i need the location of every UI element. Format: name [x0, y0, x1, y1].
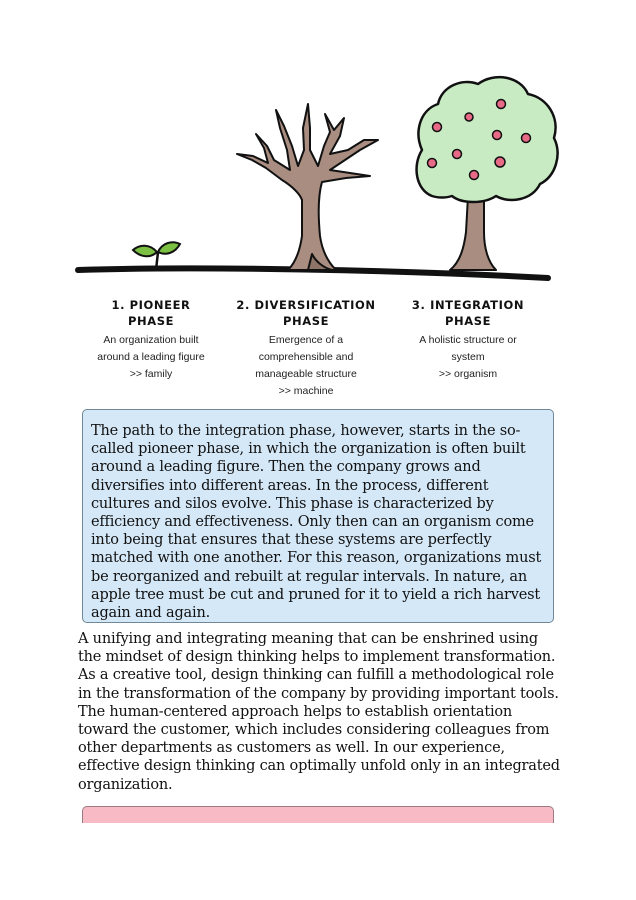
phase-desc-line: system [451, 351, 485, 363]
phase-title-line: PHASE [444, 314, 492, 328]
phase-desc-line: >> organism [438, 368, 498, 380]
phase-integration [393, 297, 543, 383]
phase-title-line: PHASE [127, 314, 175, 328]
phase-desc-line: A holistic structure or [419, 334, 517, 346]
phase-desc-line: Emergence of a [268, 334, 344, 346]
phase-description [231, 332, 381, 400]
phase-desc-line: An organization built [103, 334, 199, 346]
phase-title-line: 2. DIVERSIFICATION [236, 298, 376, 312]
phase-pioneer [76, 297, 226, 383]
phase-description [76, 332, 226, 383]
phase-description [393, 332, 543, 383]
highlight-box [82, 409, 554, 623]
apple-tree-icon [417, 77, 558, 270]
phase-desc-line: manageable structure [255, 368, 357, 380]
phase-desc-line: >> family [129, 368, 173, 380]
phases-illustration [0, 0, 636, 290]
phase-title [76, 297, 226, 329]
phase-desc-line: comprehensible and [258, 351, 354, 363]
phase-title-line: PHASE [282, 314, 330, 328]
phase-title-line: 1. PIONEER [111, 298, 191, 312]
pink-callout-box [82, 806, 554, 823]
phase-title [231, 297, 381, 329]
phase-title [393, 297, 543, 329]
body-paragraph: A unifying and integrating meaning that can be enshrined using the mindset of design thinking helps to implement transformation. As a creative tool, design thinking can fulfill a methodological role in the transformation of the company by providing important tools. The human-centered approach helps to establish orientation toward the customer, which includes considering colleagues from other departments as customers as well. In our experience, effective design thinking can optimally unfold only in an integrated organization. [78, 631, 560, 793]
bare-tree-icon [237, 104, 378, 270]
phase-diversification [231, 297, 381, 400]
phase-desc-line: >> machine [278, 385, 334, 397]
phase-title-line: 3. INTEGRATION [411, 298, 525, 312]
highlight-box-text: The path to the integration phase, however, starts in the so-called pioneer phase, in which the organization is often built around a leading figure. Then the company grows and diversifies into different areas. In the process, different cultures and silos evolve. This phase is characterized by efficiency and effectiveness. Only then can an organism come into being that ensures that these systems are perfectly matched with one another. For this reason, organizations must be reorganized and rebuilt at regular intervals. In nature, an apple tree must be cut and pruned for it to yield a rich harvest again and again. [91, 423, 542, 622]
phase-desc-line: around a leading figure [97, 351, 205, 363]
